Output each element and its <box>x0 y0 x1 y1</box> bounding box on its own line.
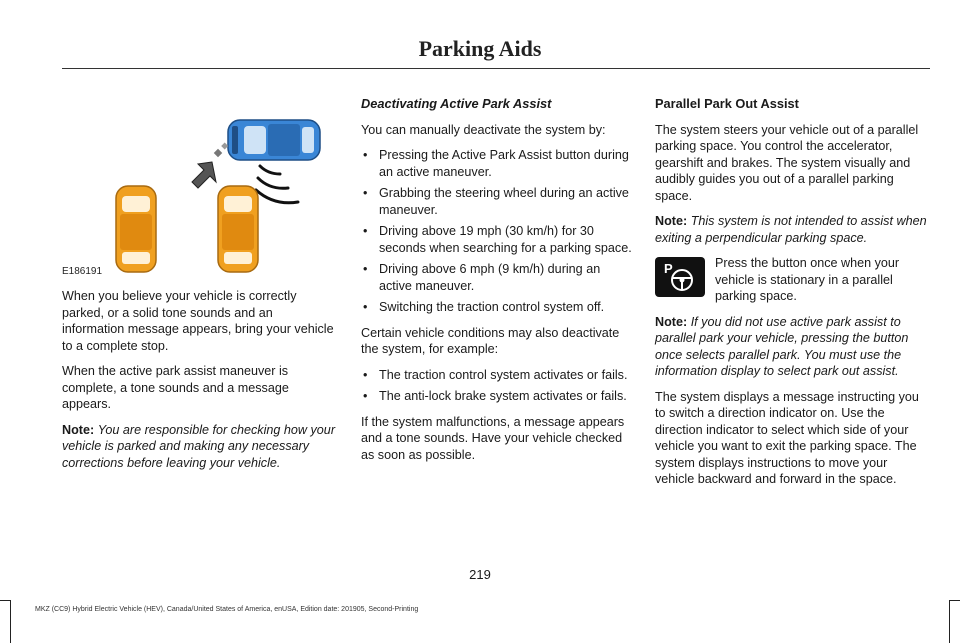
paragraph: When the active park assist maneuver is complete, a tone sounds and a message appears. <box>62 364 289 411</box>
list-item: • The traction control system activates or fails. <box>363 367 628 382</box>
bullet-icon: • <box>363 300 368 314</box>
section-heading: Deactivating Active Park Assist <box>361 96 552 111</box>
crop-mark <box>0 600 10 601</box>
parked-car-icon <box>116 186 156 272</box>
paragraph: The system steers your vehicle out of a parallel parking space. You control the accelerator, gearshift and brakes. The system visually and audibly guides you out of a parallel parking space. <box>655 122 919 203</box>
list-item: • The anti-lock brake system activates or fails. <box>363 389 627 403</box>
active-car-icon <box>228 120 320 160</box>
note-text: This system is not intended to assist when exiting a perpendicular parking space. <box>655 214 927 245</box>
button-instruction-text: Press the button once when your vehicle is stationary in a parallel parking space. <box>715 256 900 303</box>
paragraph: If the system malfunctions, a message appears and a tone sounds. Have your vehicle checked as soon as possible. <box>361 414 625 462</box>
column-right <box>655 96 930 497</box>
bullet-list <box>361 367 633 405</box>
note-text: If you did not use active park assist to parallel park your vehicle, pressing the button once selects parallel park. You must use the information display to select park out assist. <box>655 314 909 378</box>
direction-arrow-icon <box>192 142 228 188</box>
paragraph: When you believe your vehicle is correctly parked, or a solid tone sounds and an information message appears, bring your vehicle to a complete stop. <box>62 289 334 353</box>
bullet-icon: • <box>363 148 368 162</box>
parking-illustration-graphic <box>62 104 338 280</box>
column-left <box>62 96 338 480</box>
crop-mark <box>950 600 960 601</box>
paragraph: You can manually deactivate the system by: <box>361 122 606 137</box>
column-middle <box>361 96 633 472</box>
page-title: Parking Aids <box>418 36 542 61</box>
note-text: You are responsible for checking how your vehicle is parked and making any necessary corrections before leaving your vehicle. <box>62 422 336 470</box>
crop-mark <box>949 600 950 643</box>
note-label: Note: <box>655 214 688 228</box>
parked-car-icon <box>218 186 258 272</box>
crop-mark <box>10 600 11 643</box>
button-instruction <box>655 255 930 305</box>
note <box>655 213 930 246</box>
figure-id: E186191 <box>62 265 103 277</box>
list-item: • Driving above 19 mph (30 km/h) for 30 seconds when searching for a parking space. <box>363 224 632 255</box>
list-item: • Pressing the Active Park Assist button during an active maneuver. <box>363 148 629 179</box>
paragraph: Certain vehicle conditions may also deactivate the system, for example: <box>361 325 620 356</box>
parking-illustration <box>62 104 338 280</box>
bullet-icon: • <box>363 186 368 200</box>
bullet-icon: • <box>363 224 368 238</box>
section-heading: Parallel Park Out Assist <box>655 96 799 111</box>
header-divider <box>62 68 930 69</box>
list-item: • Switching the traction control system off. <box>363 300 605 314</box>
note <box>655 314 930 380</box>
park-assist-button-icon <box>655 257 705 297</box>
note-label: Note: <box>62 422 95 437</box>
list-item: • Driving above 6 mph (9 km/h) during an active maneuver. <box>363 262 601 293</box>
page-number: 219 <box>469 567 491 582</box>
sensor-wave-icon <box>256 166 298 203</box>
bullet-icon: • <box>363 262 368 276</box>
list-item: • Grabbing the steering wheel during an active maneuver. <box>363 186 629 217</box>
note-label: Note: <box>655 314 688 329</box>
bullet-icon: • <box>363 367 368 382</box>
bullet-icon: • <box>363 389 368 403</box>
footer-text: MKZ (CC9) Hybrid Electric Vehicle (HEV), Canada/United States of America, enUSA, Edition date: 201905, Second-Printing <box>35 606 419 613</box>
paragraph: The system displays a message instructing you to switch a direction indicator on. Use the direction indicator to select which side of your vehicle you want to exit the parking space. The system displays instructions to move your vehicle backward and forward in the space. <box>655 389 919 486</box>
svg-text:P: P <box>664 261 673 276</box>
bullet-list <box>361 147 633 316</box>
note <box>62 422 338 472</box>
